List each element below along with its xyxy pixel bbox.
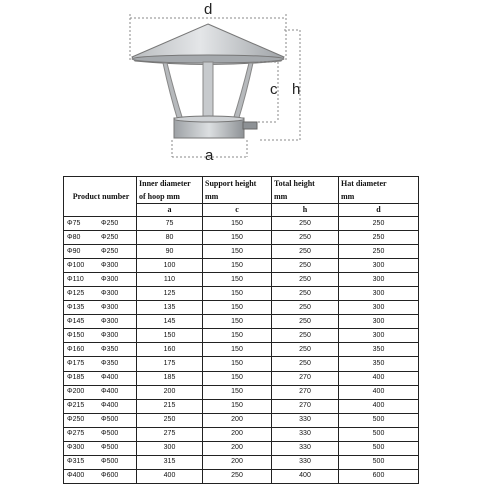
value-c-cell: 250 <box>203 469 272 483</box>
product-number-cell <box>64 287 137 301</box>
value-c-cell: 200 <box>203 455 272 469</box>
value-a-cell: 200 <box>137 385 203 399</box>
right-leg <box>233 63 253 121</box>
table-row <box>64 217 419 231</box>
value-c-cell: 150 <box>203 259 272 273</box>
hat-code: Φ250 <box>101 219 119 227</box>
hoop-code: Φ100 <box>67 261 85 269</box>
value-d-cell: 250 <box>339 245 419 259</box>
value-c-cell: 150 <box>203 245 272 259</box>
value-a-cell: 135 <box>137 301 203 315</box>
product-number-cell <box>64 441 137 455</box>
hat-code: Φ400 <box>101 374 119 382</box>
letter-a: a <box>137 204 203 217</box>
table-row <box>64 259 419 273</box>
value-h-cell: 250 <box>272 231 339 245</box>
product-number-cell <box>64 315 137 329</box>
header-inner-diameter: Inner diameter of hoop mm <box>137 177 203 204</box>
header-total-height: Total height mm <box>272 177 339 204</box>
value-a-cell: 100 <box>137 259 203 273</box>
value-h-cell: 250 <box>272 329 339 343</box>
hat-code: Φ500 <box>101 444 119 452</box>
value-c-cell: 150 <box>203 343 272 357</box>
value-c-cell: 150 <box>203 287 272 301</box>
value-h-cell: 270 <box>272 385 339 399</box>
value-d-cell: 400 <box>339 399 419 413</box>
product-number-cell <box>64 329 137 343</box>
value-d-cell: 500 <box>339 441 419 455</box>
table-row <box>64 455 419 469</box>
hoop-code: Φ160 <box>67 345 85 353</box>
value-a-cell: 160 <box>137 343 203 357</box>
value-c-cell: 200 <box>203 413 272 427</box>
value-d-cell: 400 <box>339 385 419 399</box>
value-a-cell: 110 <box>137 273 203 287</box>
hoop-code: Φ185 <box>67 374 85 382</box>
hoop-code: Φ400 <box>67 472 85 480</box>
chimney-cap-diagram <box>0 0 483 170</box>
value-d-cell: 350 <box>339 343 419 357</box>
hat-code: Φ250 <box>101 247 119 255</box>
value-d-cell: 250 <box>339 217 419 231</box>
hoop-code: Φ145 <box>67 317 85 325</box>
label-h: h <box>292 81 301 98</box>
value-a-cell: 400 <box>137 469 203 483</box>
letter-h: h <box>272 204 339 217</box>
value-d-cell: 300 <box>339 315 419 329</box>
product-number-cell <box>64 259 137 273</box>
value-d-cell: 300 <box>339 329 419 343</box>
dimension-c <box>258 62 278 122</box>
hoop-code: Φ215 <box>67 402 85 410</box>
hoop-code: Φ315 <box>67 458 85 466</box>
hat-code: Φ250 <box>101 233 119 241</box>
value-h-cell: 250 <box>272 217 339 231</box>
table-row <box>64 469 419 483</box>
hat-code: Φ400 <box>101 402 119 410</box>
header-product-number: Product number <box>64 177 137 217</box>
hoop-code: Φ135 <box>67 303 85 311</box>
value-h-cell: 250 <box>272 343 339 357</box>
hoop-code: Φ200 <box>67 388 85 396</box>
value-a-cell: 125 <box>137 287 203 301</box>
hat-code: Φ300 <box>101 331 119 339</box>
value-d-cell: 500 <box>339 427 419 441</box>
value-a-cell: 90 <box>137 245 203 259</box>
value-c-cell: 150 <box>203 399 272 413</box>
product-number-cell <box>64 245 137 259</box>
value-c-cell: 150 <box>203 217 272 231</box>
value-a-cell: 145 <box>137 315 203 329</box>
product-number-cell <box>64 413 137 427</box>
value-a-cell: 300 <box>137 441 203 455</box>
hoop-top <box>174 116 244 122</box>
clamp <box>243 122 257 129</box>
letter-c: c <box>203 204 272 217</box>
table-row <box>64 315 419 329</box>
hat-code: Φ300 <box>101 303 119 311</box>
center-rod <box>203 62 213 118</box>
hat-code: Φ300 <box>101 275 119 283</box>
dimension-h <box>260 30 300 140</box>
product-number-cell <box>64 469 137 483</box>
value-c-cell: 150 <box>203 371 272 385</box>
table-row <box>64 329 419 343</box>
table-row <box>64 427 419 441</box>
product-number-cell <box>64 301 137 315</box>
product-number-cell <box>64 217 137 231</box>
value-c-cell: 150 <box>203 231 272 245</box>
value-h-cell: 330 <box>272 455 339 469</box>
value-h-cell: 250 <box>272 259 339 273</box>
value-a-cell: 185 <box>137 371 203 385</box>
value-h-cell: 250 <box>272 301 339 315</box>
header-hat-diameter: Hat diameter mm <box>339 177 419 204</box>
dimension-a <box>172 140 247 164</box>
value-h-cell: 250 <box>272 287 339 301</box>
left-leg <box>163 63 183 121</box>
value-d-cell: 300 <box>339 287 419 301</box>
hoop-code: Φ150 <box>67 331 85 339</box>
letter-d: d <box>339 204 419 217</box>
hoop-code: Φ250 <box>67 416 85 424</box>
value-d-cell: 500 <box>339 413 419 427</box>
table-row <box>64 245 419 259</box>
value-h-cell: 330 <box>272 413 339 427</box>
value-d-cell: 300 <box>339 301 419 315</box>
value-h-cell: 250 <box>272 357 339 371</box>
value-h-cell: 250 <box>272 315 339 329</box>
product-number-cell <box>64 343 137 357</box>
hoop-code: Φ175 <box>67 359 85 367</box>
product-number-cell <box>64 371 137 385</box>
product-number-cell <box>64 455 137 469</box>
product-number-cell <box>64 273 137 287</box>
value-h-cell: 270 <box>272 399 339 413</box>
header-row <box>64 177 419 204</box>
hoop-code: Φ75 <box>67 219 81 227</box>
hat-code: Φ350 <box>101 345 119 353</box>
table-row <box>64 357 419 371</box>
table-row <box>64 301 419 315</box>
value-c-cell: 150 <box>203 385 272 399</box>
value-h-cell: 400 <box>272 469 339 483</box>
table-row <box>64 441 419 455</box>
value-d-cell: 400 <box>339 371 419 385</box>
value-a-cell: 275 <box>137 427 203 441</box>
hat-code: Φ300 <box>101 317 119 325</box>
value-a-cell: 250 <box>137 413 203 427</box>
value-c-cell: 150 <box>203 301 272 315</box>
label-c: c <box>270 81 278 98</box>
value-a-cell: 175 <box>137 357 203 371</box>
value-h-cell: 330 <box>272 441 339 455</box>
value-c-cell: 150 <box>203 273 272 287</box>
hat-code: Φ500 <box>101 416 119 424</box>
value-a-cell: 80 <box>137 231 203 245</box>
hat-code: Φ500 <box>101 458 119 466</box>
value-c-cell: 150 <box>203 357 272 371</box>
hoop-code: Φ80 <box>67 233 81 241</box>
label-d: d <box>204 1 213 18</box>
specification-table <box>63 176 419 484</box>
hoop-code: Φ275 <box>67 430 85 438</box>
hat-code: Φ300 <box>101 289 119 297</box>
header-support-height: Support height mm <box>203 177 272 204</box>
value-a-cell: 315 <box>137 455 203 469</box>
value-d-cell: 350 <box>339 357 419 371</box>
hoop-code: Φ110 <box>67 275 84 283</box>
value-h-cell: 250 <box>272 273 339 287</box>
label-a: a <box>205 147 214 164</box>
value-c-cell: 200 <box>203 441 272 455</box>
value-d-cell: 600 <box>339 469 419 483</box>
hat-code: Φ500 <box>101 430 119 438</box>
value-h-cell: 250 <box>272 245 339 259</box>
product-number-cell <box>64 357 137 371</box>
value-a-cell: 75 <box>137 217 203 231</box>
value-c-cell: 150 <box>203 315 272 329</box>
table-row <box>64 343 419 357</box>
product-number-cell <box>64 427 137 441</box>
value-d-cell: 500 <box>339 455 419 469</box>
value-c-cell: 200 <box>203 427 272 441</box>
product-number-cell <box>64 399 137 413</box>
table-row <box>64 231 419 245</box>
hat-code: Φ350 <box>101 359 119 367</box>
value-d-cell: 300 <box>339 259 419 273</box>
table-row <box>64 413 419 427</box>
value-c-cell: 150 <box>203 329 272 343</box>
table-row <box>64 385 419 399</box>
value-h-cell: 270 <box>272 371 339 385</box>
value-h-cell: 330 <box>272 427 339 441</box>
value-a-cell: 215 <box>137 399 203 413</box>
hat-code: Φ400 <box>101 388 119 396</box>
value-d-cell: 250 <box>339 231 419 245</box>
table-row <box>64 287 419 301</box>
value-a-cell: 150 <box>137 329 203 343</box>
value-d-cell: 300 <box>339 273 419 287</box>
table-row <box>64 273 419 287</box>
hoop-code: Φ125 <box>67 289 85 297</box>
product-number-cell <box>64 385 137 399</box>
table-row <box>64 371 419 385</box>
hat-code: Φ600 <box>101 472 119 480</box>
table-row <box>64 399 419 413</box>
hoop-code: Φ300 <box>67 444 85 452</box>
hat-code: Φ300 <box>101 261 119 269</box>
hoop-code: Φ90 <box>67 247 81 255</box>
product-number-cell <box>64 231 137 245</box>
